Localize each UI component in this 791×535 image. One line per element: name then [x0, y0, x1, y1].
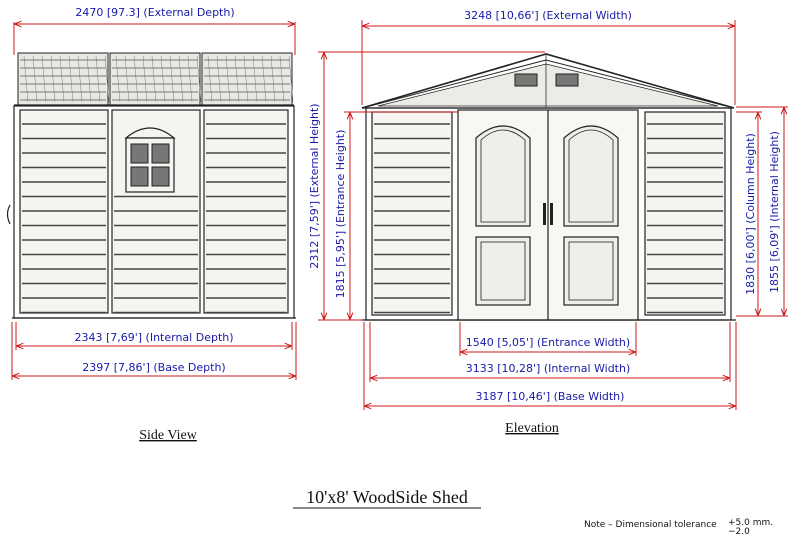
side-view-drawing — [8, 53, 297, 318]
base-width-label: 3187 [10,46'] (Base Width) — [475, 390, 625, 403]
entrance-height-label: 1815 [5,95'] (Entrance Height) — [334, 129, 347, 299]
elevation-drawing — [362, 54, 736, 320]
tolerance-minus: −2.0 — [728, 527, 750, 535]
external-depth-label: 2470 [97.3] (External Depth) — [75, 6, 235, 19]
external-width-label: 3248 [10,66'] (External Width) — [464, 9, 632, 22]
internal-height-label: 1855 [6,09'] (Internal Height) — [768, 131, 781, 293]
side-roof — [14, 53, 294, 105]
column-height-label: 1830 [6,00'] (Column Height) — [744, 133, 757, 295]
double-doors — [458, 110, 638, 320]
side-view-caption: Side View — [139, 428, 197, 443]
tolerance-plus: +5.0 mm. — [728, 518, 774, 528]
right-vent — [556, 74, 578, 86]
drawing-title: 10'x8' WoodSide Shed — [306, 487, 468, 507]
internal-depth-label: 2343 [7,69'] (Internal Depth) — [74, 331, 234, 344]
door-handle — [543, 203, 546, 225]
side-window — [126, 128, 174, 192]
tolerance-note: Note – Dimensional tolerance — [584, 520, 717, 530]
internal-width-label: 3133 [10,28'] (Internal Width) — [465, 362, 631, 375]
elevation-caption: Elevation — [505, 421, 559, 436]
entrance-width-label: 1540 [5,05'] (Entrance Width) — [465, 336, 631, 349]
external-height-label: 2312 [7,59'] (External Height) — [308, 103, 321, 269]
left-vent — [515, 74, 537, 86]
base-depth-label: 2397 [7,86'] (Base Depth) — [82, 361, 226, 374]
